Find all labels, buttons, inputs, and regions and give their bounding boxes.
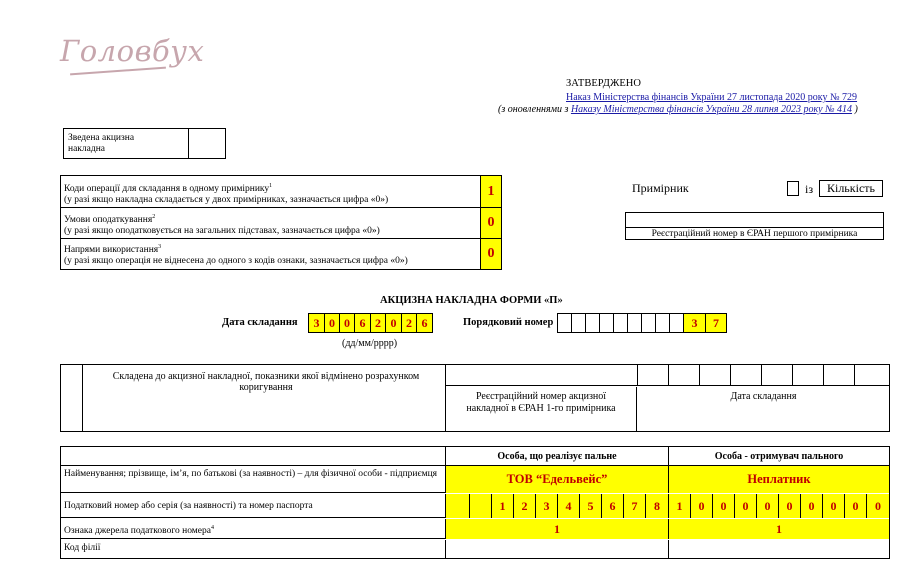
correction-checkbox[interactable] — [61, 365, 83, 431]
seller-tax-digit: 3 — [536, 494, 558, 518]
form-title: АКЦИЗНА НАКЛАДНА ФОРМИ «П» — [380, 295, 563, 306]
date-digit: 2 — [371, 314, 386, 332]
date-digit: 6 — [355, 314, 371, 332]
seller-tax-digit: 7 — [624, 494, 646, 518]
order-link[interactable]: Наказ Міністерства фінансів України 27 листопада 2020 року № 729 — [566, 92, 858, 103]
buyer-tax-digit: 0 — [735, 494, 757, 518]
correction-reg-label: Реєстраційний номер акцизної накладної в ЄРАН 1-го примірника — [446, 387, 637, 431]
correction-date-cell[interactable] — [854, 364, 889, 386]
code-value-3[interactable]: 0 — [481, 239, 501, 269]
copy-count-field[interactable]: Кількість — [819, 180, 883, 197]
date-format-hint: (дд/мм/рррр) — [342, 338, 398, 349]
code-sup-2: 2 — [152, 214, 156, 220]
serial-digit — [572, 314, 586, 332]
date-digit: 0 — [386, 314, 402, 332]
date-field[interactable] — [308, 313, 433, 333]
logo: Головбух — [60, 34, 205, 68]
summary-label-line2: накладна — [68, 144, 106, 154]
buyer-tax-field[interactable] — [669, 494, 889, 518]
correction-date-label: Дата складання — [730, 391, 797, 402]
branch-label: Код філії — [64, 543, 101, 553]
summary-invoice-box — [63, 128, 226, 159]
serial-digit — [614, 314, 628, 332]
copy-of-label: із — [805, 182, 814, 196]
serial-digit — [628, 314, 642, 332]
serial-digit — [656, 314, 670, 332]
seller-tax-digit: 5 — [580, 494, 602, 518]
date-digit: 6 — [421, 315, 428, 330]
buyer-tax-digit: 0 — [801, 494, 823, 518]
correction-date-cell[interactable] — [823, 364, 855, 386]
copy-field[interactable] — [787, 181, 799, 196]
correction-date-cell[interactable] — [792, 364, 824, 386]
seller-tax-field[interactable] — [446, 494, 668, 518]
summary-label-line1: Зведена акцизна — [68, 133, 135, 143]
order-update-link[interactable]: Наказу Міністерства фінансів України 28 липня 2023 року № 414 — [570, 104, 853, 115]
buyer-name-field[interactable]: Неплатник — [669, 466, 889, 493]
eran-reg-label: Реєстраційний номер в ЄРАН першого примірника — [651, 229, 858, 239]
code-sup-3: 3 — [158, 244, 162, 250]
serial-digit — [586, 314, 600, 332]
correction-date-cell[interactable] — [699, 364, 731, 386]
code-value-2[interactable]: 0 — [481, 208, 501, 239]
seller-source-field[interactable]: 1 — [446, 519, 668, 539]
branch-row — [61, 540, 889, 558]
seller-tax-digit: 2 — [514, 494, 536, 518]
tax-number-label: Податковий номер або серія (за наявності) та номер паспорта — [64, 500, 313, 511]
approved-stamp: ЗАТВЕРДЖЕНО — [566, 78, 641, 89]
date-digit: 0 — [325, 314, 340, 332]
buyer-tax-digit: 0 — [691, 494, 713, 518]
buyer-tax-digit: 1 — [669, 494, 691, 518]
serial-digit: 3 — [684, 314, 706, 332]
serial-digit — [642, 314, 656, 332]
codes-block — [60, 175, 502, 270]
buyer-tax-digit: 0 — [845, 494, 867, 518]
seller-branch-field[interactable] — [446, 540, 668, 558]
code-title-1: Коди операції для складання в одному примірнику — [64, 184, 270, 195]
seller-tax-digit: 4 — [558, 494, 580, 518]
serial-field[interactable] — [557, 313, 727, 333]
buyer-header: Особа - отримувач пального — [714, 451, 844, 462]
seller-tax-digit: 1 — [492, 494, 514, 518]
correction-block — [60, 364, 890, 432]
correction-text: Складена до акцизної накладної, показники якої відмінено розрахунком коригування — [112, 371, 420, 393]
code-title-2: Умови оподаткування — [64, 215, 153, 226]
code-note-1: (у разі якщо накладна складається у двох примірниках, зазначається цифра «0») — [64, 195, 389, 206]
code-value-1[interactable]: 1 — [481, 176, 501, 208]
buyer-tax-digit: 0 — [779, 494, 801, 518]
correction-date-cell[interactable] — [637, 364, 669, 386]
correction-date-cell[interactable] — [668, 364, 700, 386]
date-digit: 3 — [309, 314, 325, 332]
code-note-2: (у разі якщо оподатковується на загальних підставах, зазначається цифра «0») — [64, 226, 380, 237]
serial-label: Порядковий номер — [463, 317, 554, 328]
seller-tax-digit: 6 — [602, 494, 624, 518]
code-row-3 — [61, 239, 481, 269]
order-update-suffix: ) — [854, 104, 858, 115]
tax-source-sup: 4 — [210, 525, 214, 531]
code-title-3: Напрями використання — [64, 245, 159, 256]
order-update-prefix: (з оновленнями з — [498, 104, 571, 115]
eran-reg-box — [625, 212, 884, 240]
seller-name-field[interactable]: ТОВ “Едельвейс” — [446, 466, 668, 493]
buyer-branch-field[interactable] — [669, 540, 889, 558]
date-digit: 2 — [402, 314, 417, 332]
serial-digit — [558, 314, 572, 332]
date-digit: 0 — [340, 314, 355, 332]
code-row-1 — [61, 176, 481, 208]
serial-digit — [670, 314, 684, 332]
name-row — [61, 466, 889, 493]
buyer-tax-digit: 0 — [875, 498, 881, 513]
date-label: Дата складання — [222, 317, 298, 328]
buyer-tax-digit: 0 — [713, 494, 735, 518]
seller-tax-digit: 8 — [654, 498, 660, 513]
buyer-tax-digit: 0 — [823, 494, 845, 518]
tax-source-label: Ознака джерела податкового номера — [64, 526, 211, 537]
code-row-2 — [61, 208, 481, 239]
copy-label: Примірник — [632, 181, 689, 195]
tax-number-row — [61, 494, 889, 518]
correction-date-cell[interactable] — [761, 364, 793, 386]
tax-source-row — [61, 519, 889, 539]
serial-digit — [600, 314, 614, 332]
parties-header-row — [61, 447, 889, 466]
order-update-note — [498, 104, 858, 115]
seller-tax-digit — [446, 494, 470, 518]
summary-invoice-field[interactable] — [189, 129, 225, 158]
code-sup-1: 1 — [269, 183, 273, 189]
correction-date-cell[interactable] — [730, 364, 762, 386]
correction-fields-row — [446, 365, 889, 386]
buyer-tax-digit: 0 — [757, 494, 779, 518]
seller-header: Особа, що реалізує пальне — [497, 451, 617, 462]
name-row-label: Найменування; прізвище, ім’я, по батькові (за наявності) – для фізичної особи - підприємця — [64, 469, 438, 479]
eran-reg-field[interactable] — [626, 213, 883, 228]
seller-tax-digit — [470, 494, 492, 518]
code-note-3: (у разі якщо операція не віднесена до одного з кодів ознаки, зазначається цифра «0») — [64, 256, 408, 267]
parties-table — [60, 446, 890, 559]
serial-digit: 7 — [706, 314, 726, 332]
buyer-source-field[interactable]: 1 — [669, 519, 889, 539]
